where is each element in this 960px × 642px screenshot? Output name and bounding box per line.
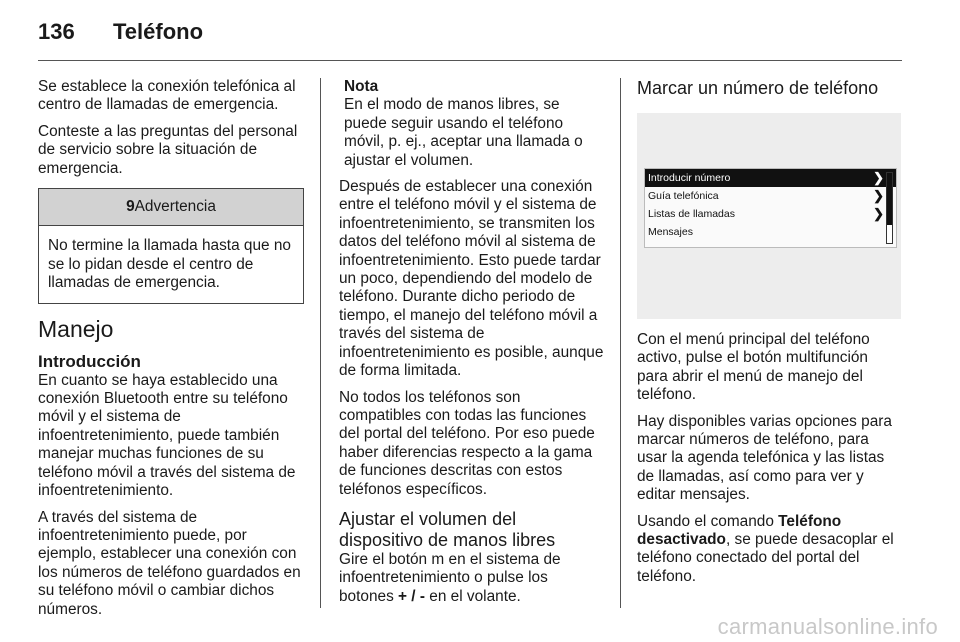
volume-buttons-label: + / - bbox=[398, 587, 425, 605]
subsection-heading: Ajustar el volumen del dispositivo de manos libres bbox=[339, 508, 556, 550]
volume-knob-icon: m bbox=[431, 550, 445, 568]
phone-menu-screenshot bbox=[637, 113, 901, 319]
warning-header bbox=[39, 189, 303, 226]
chevron-right-icon: ❯ bbox=[873, 170, 884, 185]
warning-icon: 9 bbox=[126, 198, 135, 216]
warning-box bbox=[38, 188, 304, 304]
warning-title: Advertencia bbox=[134, 198, 216, 216]
menu-item-guia-telefonica[interactable]: Guía telefónica ❯ bbox=[648, 188, 884, 203]
section-heading: Marcar un número de teléfono bbox=[637, 78, 879, 98]
paragraph: Gire el botón m en el sistema de infoentretenimiento o pulse los botones + / - en el volante. bbox=[339, 550, 561, 605]
paragraph: Con el menú principal del teléfono activo, pulse el botón multifunción para abrir el menú de manejo del teléfono. bbox=[637, 331, 870, 404]
watermark: carmanualsonline.info bbox=[717, 614, 938, 639]
paragraph: A través del sistema de infoentretenimiento puede, por ejemplo, establecer una conexión con los números de teléfono guardados en su teléfono móvil o cambiar dichos números. bbox=[38, 508, 301, 618]
menu-item-listas-de-llamadas[interactable]: Listas de llamadas ❯ bbox=[648, 206, 884, 221]
scrollbar-thumb[interactable] bbox=[887, 173, 892, 225]
chevron-right-icon: ❯ bbox=[873, 188, 884, 203]
paragraph: No todos los teléfonos son compatibles con todas las funciones del portal del teléfono. Por eso puede haber diferencias respecto a la gama de funciones descritas con estos teléfonos específicos. bbox=[339, 388, 595, 498]
subsection-heading: Introducción bbox=[38, 351, 141, 371]
chevron-right-icon: ❯ bbox=[873, 206, 884, 221]
paragraph: Hay disponibles varias opciones para marcar números de teléfono, para usar la agenda telefónica y las listas de llamadas, así como para ver y editar mensajes. bbox=[637, 412, 892, 504]
section-heading: Manejo bbox=[38, 315, 114, 342]
note-body: En el modo de manos libres, se puede seguir usando el teléfono móvil, p. ej., aceptar una llamada o ajustar el volumen. bbox=[344, 96, 583, 169]
paragraph: Después de establecer una conexión entre el teléfono móvil y el sistema de infoentretenimiento, se transmiten los datos del teléfono móvil al sistema de infoentretenimiento. Esto puede tardar un poco, dependiendo del modelo de teléfono. Durante dicho periodo de tiempo, el manejo del teléfono móvil a través del sistema de infoentretenimiento es posible, aunque de forma limitada. bbox=[339, 178, 604, 380]
column-3 bbox=[637, 78, 903, 594]
paragraph: Usando el comando Teléfono desactivado, se puede desacoplar el teléfono conectado del portal del teléfono. bbox=[637, 512, 894, 585]
column-1 bbox=[38, 78, 304, 627]
command-label: Teléfono desactivado bbox=[637, 512, 842, 549]
warning-body: No termine la llamada hasta que no se lo pidan desde el centro de llamadas de emergencia. bbox=[48, 237, 291, 292]
column-divider bbox=[320, 78, 321, 608]
header-rule bbox=[38, 60, 902, 61]
paragraph: En cuanto se haya establecido una conexión Bluetooth entre su teléfono móvil y el sistema de infoentretenimiento, puede también manejar muchas funciones de su teléfono móvil a través del sistema de infoentretenimiento. bbox=[38, 371, 296, 500]
menu-scrollbar[interactable] bbox=[886, 172, 893, 244]
menu-item-mensajes[interactable]: Mensajes bbox=[648, 226, 693, 238]
phone-menu bbox=[644, 168, 897, 248]
note bbox=[339, 78, 605, 170]
page-number: 136 bbox=[38, 19, 75, 44]
column-divider bbox=[620, 78, 621, 608]
page-header bbox=[38, 19, 203, 45]
paragraph: Se establece la conexión telefónica al centro de llamadas de emergencia. bbox=[38, 78, 296, 114]
page-title: Teléfono bbox=[113, 19, 204, 44]
paragraph: Conteste a las preguntas del personal de servicio sobre la situación de emergencia. bbox=[38, 122, 298, 177]
menu-item-introducir-numero[interactable]: Introducir número ❯ bbox=[645, 169, 896, 187]
column-2 bbox=[339, 78, 605, 614]
note-title: Nota bbox=[344, 78, 379, 95]
